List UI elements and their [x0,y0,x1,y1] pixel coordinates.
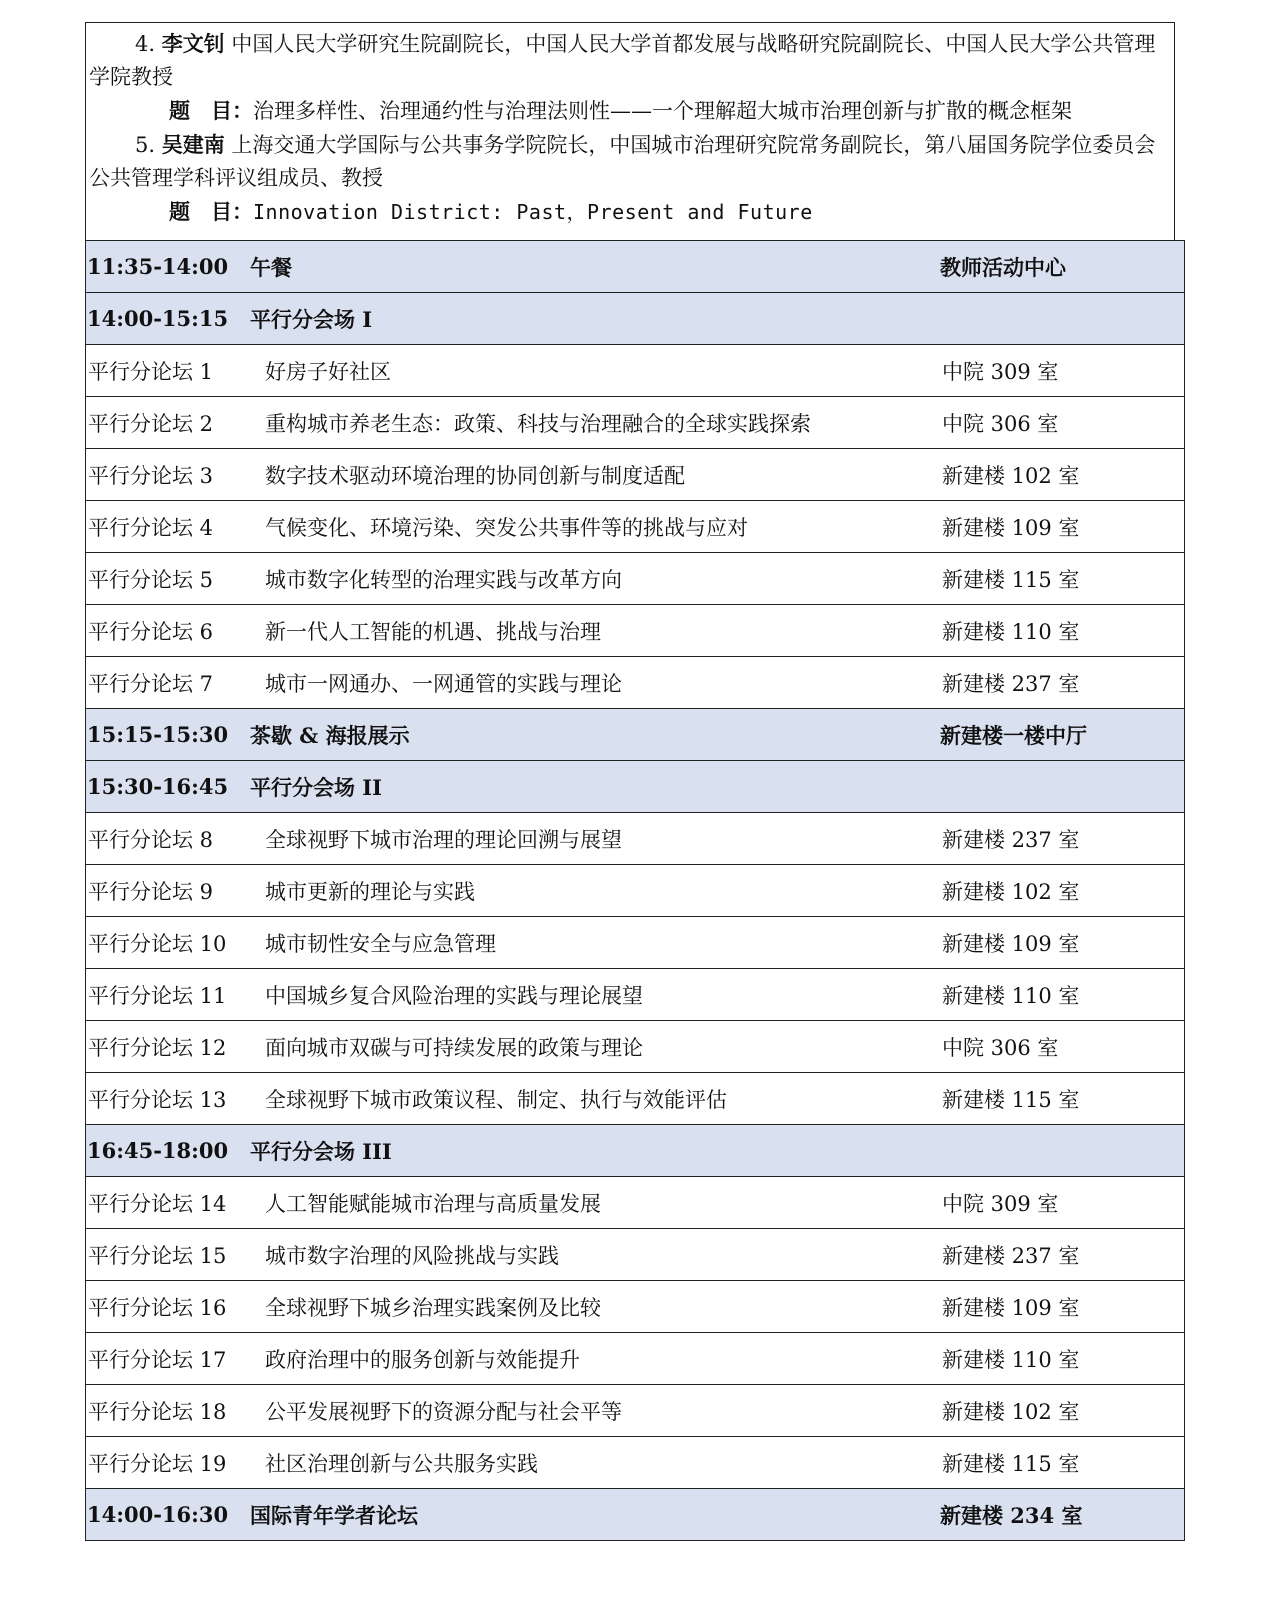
forum-number: 平行分论坛 7 [86,657,248,709]
forum-location: 新建楼 109 室 [934,501,1185,553]
session-location: 新建楼 234 室 [934,1489,1185,1541]
forum-title: 社区治理创新与公共服务实践 [247,1437,934,1489]
forum-number: 平行分论坛 12 [86,1021,248,1073]
forum-location: 新建楼 115 室 [934,1073,1185,1125]
speaker-4-bio: 中国人民大学研究生院副院长，中国人民大学首都发展与战略研究院副院长、中国人民大学公共管理学院教授 [89,32,1156,89]
forum-location: 中院 306 室 [934,1021,1185,1073]
speaker-5-number: 5. [135,133,156,157]
forum-row [86,657,1185,709]
speaker-5-topic: Innovation District: Past，Present and Future [253,200,813,224]
forum-title: 城市数字化转型的治理实践与改革方向 [247,553,934,605]
forum-number: 平行分论坛 15 [86,1229,248,1281]
forum-title: 城市更新的理论与实践 [247,865,934,917]
forum-row [86,449,1185,501]
forum-row [86,1073,1185,1125]
speaker-4-number: 4. [135,32,156,56]
forum-title: 城市数字治理的风险挑战与实践 [247,1229,934,1281]
forum-title: 数字技术驱动环境治理的协同创新与制度适配 [247,449,934,501]
session-title: 平行分会场 III [247,1125,934,1177]
session-header-row [86,709,1185,761]
session-time: 16:45-18:00 [86,1125,248,1177]
forum-row [86,865,1185,917]
forum-number: 平行分论坛 1 [86,345,248,397]
forum-row [86,1229,1185,1281]
forum-row [86,1385,1185,1437]
forum-number: 平行分论坛 4 [86,501,248,553]
forum-location: 新建楼 237 室 [934,657,1185,709]
forum-location: 新建楼 237 室 [934,1229,1185,1281]
session-time: 15:30-16:45 [86,761,248,813]
forum-location: 新建楼 237 室 [934,813,1185,865]
session-time: 15:15-15:30 [86,709,248,761]
forum-location: 新建楼 102 室 [934,1385,1185,1437]
speaker-5-entry [89,128,1172,195]
session-header-row [86,241,1185,293]
session-header-row [86,1125,1185,1177]
speaker-4-topic-label: 题 目： [169,98,253,123]
forum-title: 面向城市双碳与可持续发展的政策与理论 [247,1021,934,1073]
forum-number: 平行分论坛 13 [86,1073,248,1125]
session-header-row [86,1489,1185,1541]
forum-row [86,553,1185,605]
forum-number: 平行分论坛 8 [86,813,248,865]
forum-title: 城市韧性安全与应急管理 [247,917,934,969]
forum-number: 平行分论坛 6 [86,605,248,657]
forum-title: 人工智能赋能城市治理与高质量发展 [247,1177,934,1229]
session-title: 平行分会场 I [247,293,934,345]
session-time: 14:00-15:15 [86,293,248,345]
forum-title: 中国城乡复合风险治理的实践与理论展望 [247,969,934,1021]
forum-number: 平行分论坛 2 [86,397,248,449]
forum-location: 新建楼 110 室 [934,1333,1185,1385]
forum-number: 平行分论坛 18 [86,1385,248,1437]
forum-title: 城市一网通办、一网通管的实践与理论 [247,657,934,709]
speaker-4-entry [89,27,1172,94]
session-time: 11:35-14:00 [86,241,248,293]
forum-location: 新建楼 109 室 [934,1281,1185,1333]
forum-number: 平行分论坛 5 [86,553,248,605]
forum-row [86,345,1185,397]
session-location: 教师活动中心 [934,241,1185,293]
forum-number: 平行分论坛 14 [86,1177,248,1229]
speaker-4-topic: 治理多样性、治理通约性与治理法则性——一个理解超大城市治理创新与扩散的概念框架 [253,99,1072,123]
forum-row [86,397,1185,449]
forum-number: 平行分论坛 11 [86,969,248,1021]
forum-number: 平行分论坛 9 [86,865,248,917]
speaker-4-name: 李文钊 [161,31,225,56]
session-title: 国际青年学者论坛 [247,1489,934,1541]
forum-number: 平行分论坛 19 [86,1437,248,1489]
forum-row [86,813,1185,865]
session-title: 茶歇 & 海报展示 [247,709,934,761]
forum-row [86,1333,1185,1385]
forum-location: 新建楼 110 室 [934,605,1185,657]
forum-number: 平行分论坛 3 [86,449,248,501]
session-header-row [86,761,1185,813]
session-location [934,293,1185,345]
forum-location: 中院 306 室 [934,397,1185,449]
schedule-table [85,240,1185,1541]
forum-location: 新建楼 110 室 [934,969,1185,1021]
forum-row [86,969,1185,1021]
forum-number: 平行分论坛 16 [86,1281,248,1333]
forum-row [86,1281,1185,1333]
forum-title: 全球视野下城市治理的理论回溯与展望 [247,813,934,865]
speaker-4-topic-line [89,94,1172,128]
speaker-5-bio: 上海交通大学国际与公共事务学院院长，中国城市治理研究院常务副院长，第八届国务院学位委员会公共管理学科评议组成员、教授 [89,133,1156,190]
program-sheet [85,22,1175,1541]
forum-title: 好房子好社区 [247,345,934,397]
forum-location: 中院 309 室 [934,345,1185,397]
forum-row [86,1021,1185,1073]
forum-number: 平行分论坛 10 [86,917,248,969]
forum-title: 全球视野下城乡治理实践案例及比较 [247,1281,934,1333]
forum-title: 全球视野下城市政策议程、制定、执行与效能评估 [247,1073,934,1125]
forum-location: 新建楼 102 室 [934,449,1185,501]
speaker-5-topic-line [89,195,1172,229]
forum-title: 重构城市养老生态：政策、科技与治理融合的全球实践探索 [247,397,934,449]
forum-location: 新建楼 115 室 [934,1437,1185,1489]
session-time: 14:00-16:30 [86,1489,248,1541]
speaker-5-name: 吴建南 [161,132,225,157]
speaker-5-topic-label: 题 目： [169,199,253,224]
forum-location: 新建楼 109 室 [934,917,1185,969]
forum-title: 气候变化、环境污染、突发公共事件等的挑战与应对 [247,501,934,553]
forum-number: 平行分论坛 17 [86,1333,248,1385]
session-location [934,761,1185,813]
keynote-speakers-block [85,22,1175,240]
forum-title: 政府治理中的服务创新与效能提升 [247,1333,934,1385]
forum-location: 新建楼 115 室 [934,553,1185,605]
forum-row [86,1437,1185,1489]
forum-location: 新建楼 102 室 [934,865,1185,917]
forum-row [86,605,1185,657]
forum-row [86,501,1185,553]
forum-title: 新一代人工智能的机遇、挑战与治理 [247,605,934,657]
session-title: 平行分会场 II [247,761,934,813]
forum-title: 公平发展视野下的资源分配与社会平等 [247,1385,934,1437]
session-location: 新建楼一楼中厅 [934,709,1185,761]
forum-location: 中院 309 室 [934,1177,1185,1229]
session-location [934,1125,1185,1177]
session-header-row [86,293,1185,345]
forum-row [86,917,1185,969]
session-title: 午餐 [247,241,934,293]
forum-row [86,1177,1185,1229]
